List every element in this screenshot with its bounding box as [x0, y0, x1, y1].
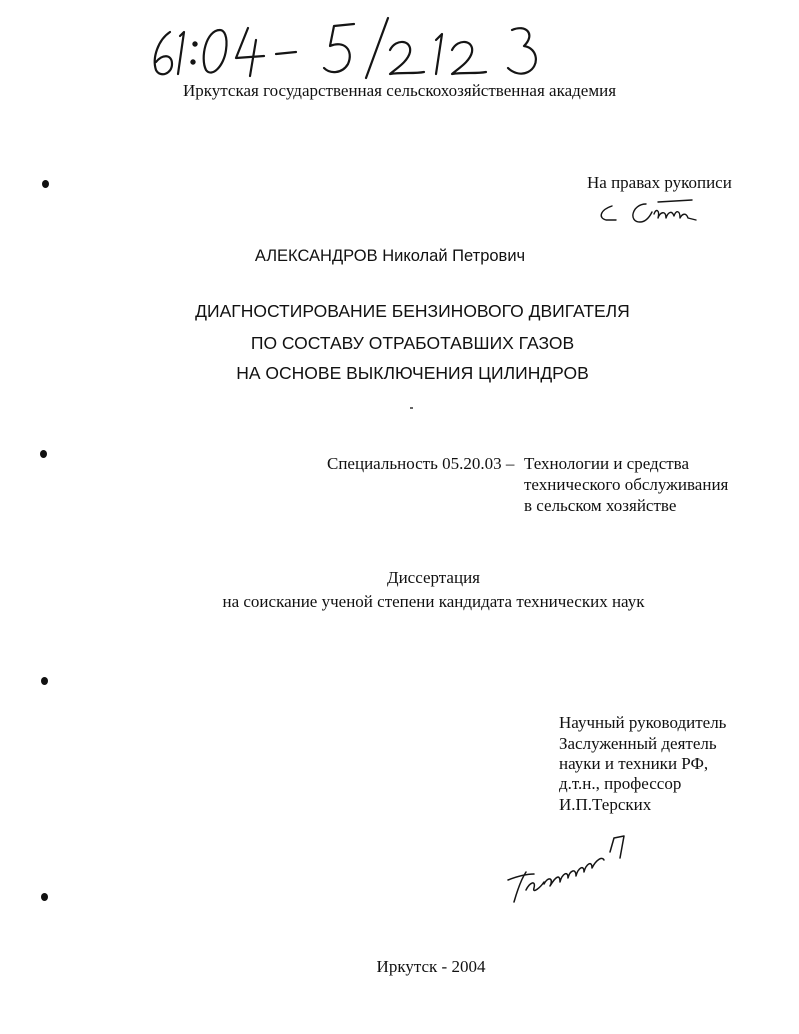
institution-name: Иркутская государственная сельскохозяйственная академия	[182, 81, 617, 100]
dissertation-heading: Диссертация	[386, 568, 480, 587]
author-signature	[596, 196, 706, 230]
city-year: Иркутск - 2004	[376, 957, 486, 976]
supervisor-line: Научный руководитель	[559, 713, 727, 732]
manuscript-rights-note: На правах рукописи	[587, 173, 732, 192]
dissertation-degree-line: на соискание ученой степени кандидата технических наук	[222, 592, 645, 611]
binding-hole-mark	[40, 450, 47, 458]
handwritten-archive-number	[140, 10, 560, 80]
specialty-label: Специальность 05.20.03 –	[327, 454, 515, 473]
author-name: АЛЕКСАНДРОВ Николай Петрович	[254, 247, 526, 265]
binding-hole-mark	[42, 180, 49, 188]
supervisor-line: Заслуженный деятель	[559, 734, 717, 753]
binding-hole-mark	[41, 677, 48, 685]
scan-mark	[410, 407, 413, 409]
specialty-line: в сельском хозяйстве	[524, 496, 677, 515]
thesis-title-line: ДИАГНОСТИРОВАНИЕ БЕНЗИНОВОГО ДВИГАТЕЛЯ	[195, 301, 630, 321]
supervisor-line: науки и техники РФ,	[559, 754, 709, 773]
supervisor-line: д.т.н., профессор	[559, 774, 682, 793]
thesis-title-line: ПО СОСТАВУ ОТРАБОТАВШИХ ГАЗОВ	[250, 333, 575, 353]
binding-hole-mark	[41, 893, 48, 901]
supervisor-signature	[500, 828, 630, 908]
specialty-line: Технологии и средства	[524, 454, 690, 473]
supervisor-name: И.П.Терских	[559, 795, 652, 814]
thesis-title-line: НА ОСНОВЕ ВЫКЛЮЧЕНИЯ ЦИЛИНДРОВ	[236, 363, 589, 383]
specialty-line: технического обслуживания	[524, 475, 729, 494]
